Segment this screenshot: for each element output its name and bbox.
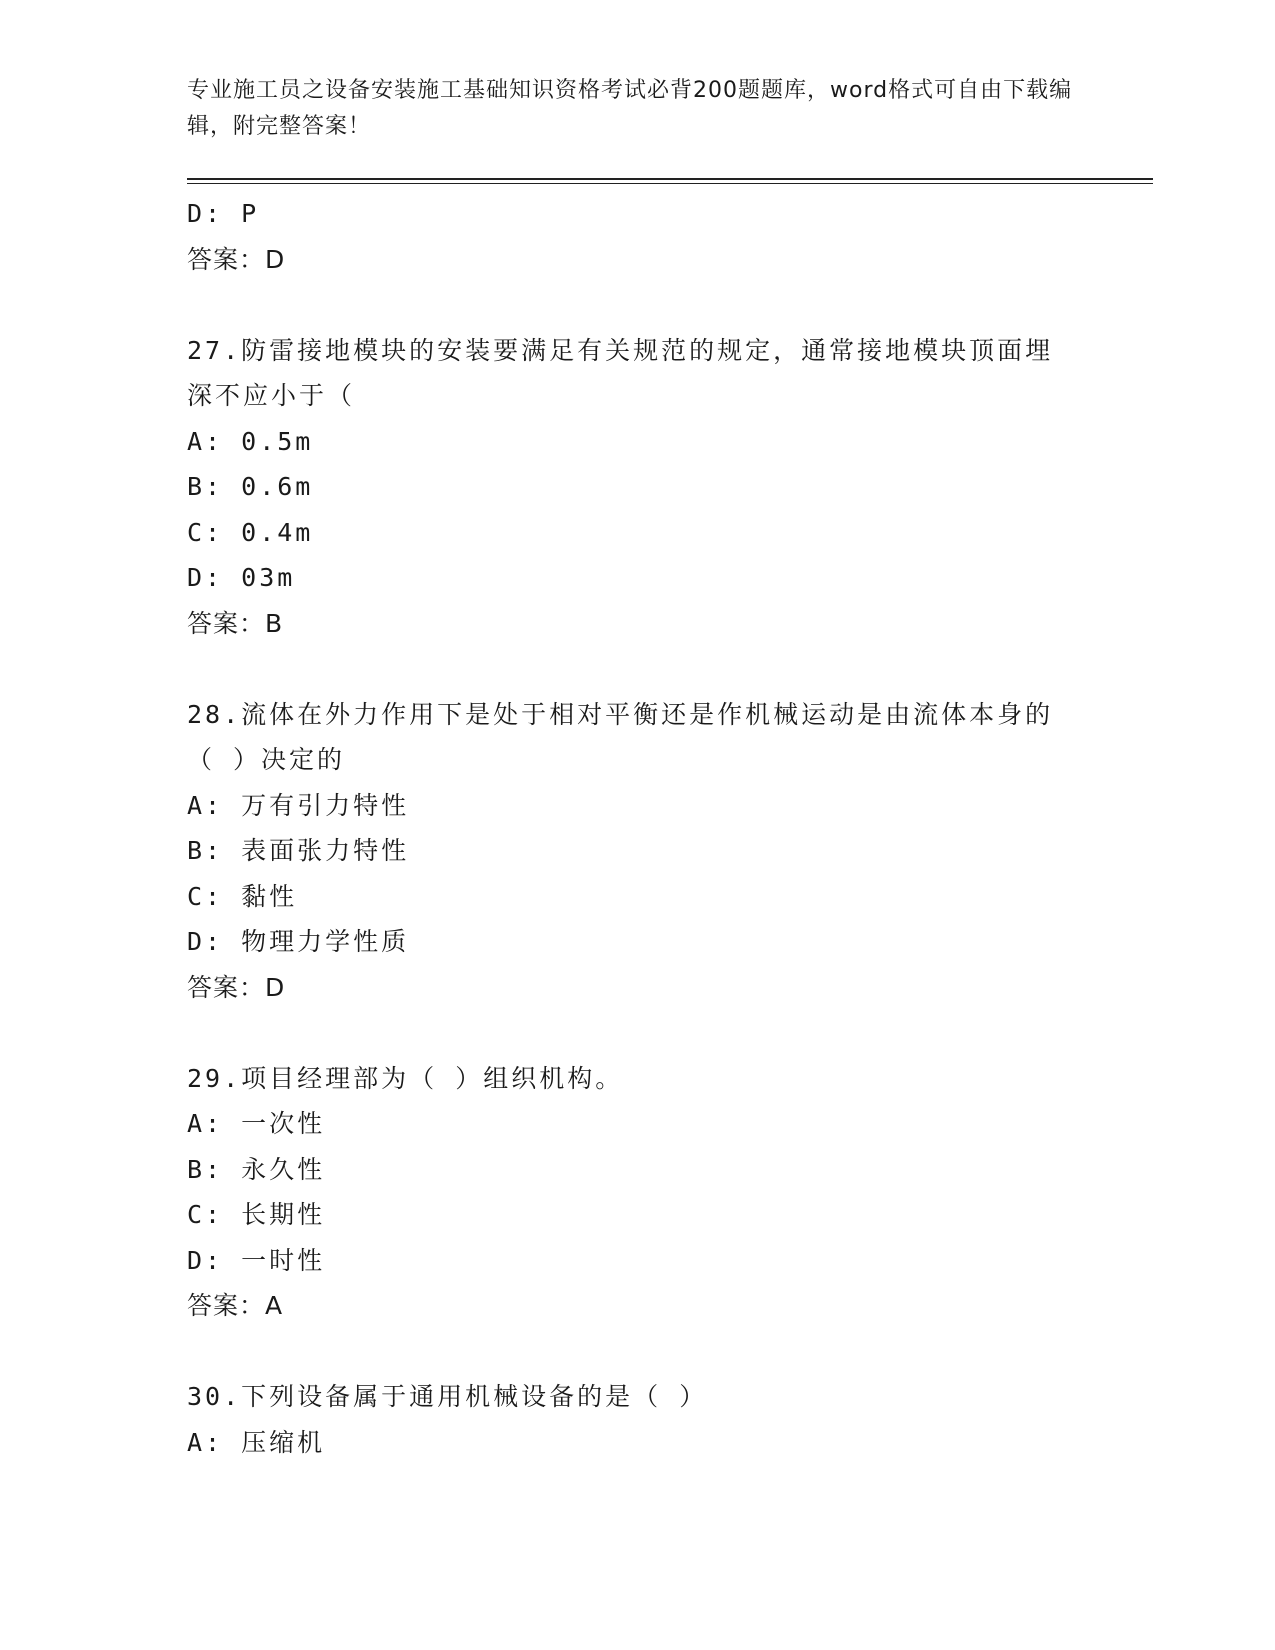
- option-a: A: 0.5m: [187, 426, 314, 456]
- question-title: 29.项目经理部为（ ）组织机构。: [187, 1063, 624, 1093]
- question-title: 27.防雷接地模块的安装要满足有关规范的规定，通常接地模块顶面埋: [187, 335, 1054, 365]
- option-a: A: 一次性: [187, 1109, 326, 1138]
- question-title: 30.下列设备属于通用机械设备的是（ ）: [187, 1382, 708, 1411]
- spacer: [187, 1329, 1087, 1375]
- spacer: [187, 646, 1087, 692]
- option-d: D: 一时性: [187, 1245, 326, 1275]
- option-d: D: 03m: [187, 563, 296, 592]
- question-27: [187, 328, 1087, 647]
- option-b: B: 0.6m: [187, 472, 314, 501]
- document-header: 专业施工员之设备安装施工基础知识资格考试必背200题题库，word格式可自由下载编辑，附完整答案！: [187, 78, 1073, 139]
- answer-line: 答案：A: [187, 1291, 284, 1320]
- header-divider-thick: [187, 178, 1153, 180]
- question-28: [187, 692, 1087, 1011]
- question-29: [187, 1056, 1087, 1329]
- option-b: B: 永久性: [187, 1154, 326, 1184]
- option-c: C: 0.4m: [187, 517, 314, 547]
- answer-line: 答案：B: [187, 608, 284, 638]
- question-title-continued: （ ）决定的: [187, 745, 346, 774]
- question-list: [187, 191, 1087, 1465]
- option-d: D: P: [187, 199, 260, 228]
- spacer: [187, 282, 1087, 328]
- answer-line: 答案：D: [187, 244, 286, 274]
- question-title-continued: 深不应小于（: [187, 381, 356, 410]
- option-c: C: 黏性: [187, 881, 298, 911]
- header-divider-thin: [187, 183, 1153, 184]
- option-c: C: 长期性: [187, 1200, 326, 1229]
- question-30: [187, 1374, 1087, 1465]
- option-a: A: 万有引力特性: [187, 790, 410, 820]
- option-a: A: 压缩机: [187, 1427, 326, 1457]
- answer-line: 答案：D: [187, 972, 286, 1002]
- option-b: B: 表面张力特性: [187, 836, 410, 865]
- option-d: D: 物理力学性质: [187, 927, 410, 956]
- question-title: 28.流体在外力作用下是处于相对平衡还是作机械运动是由流体本身的: [187, 699, 1054, 729]
- spacer: [187, 1010, 1087, 1056]
